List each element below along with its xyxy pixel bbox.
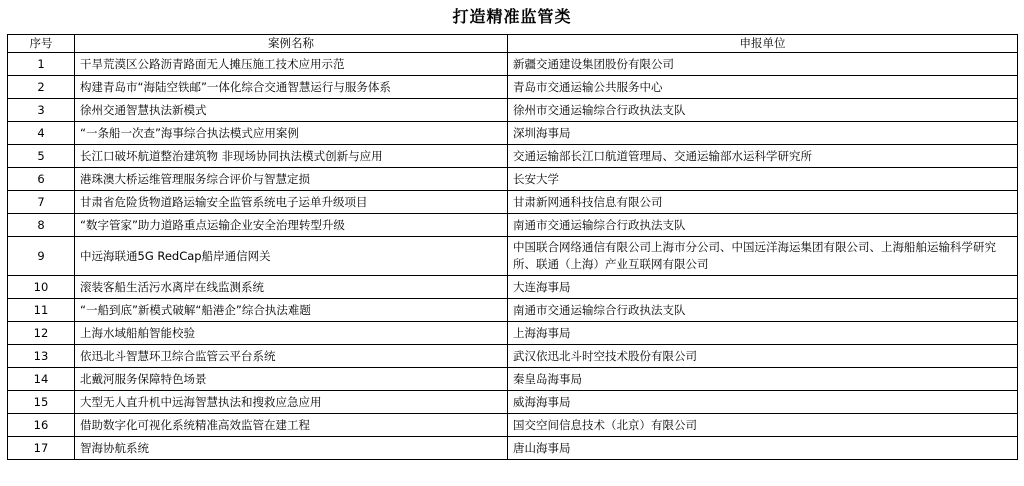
table-row [8,99,1018,122]
row-case-name: 智海协航系统 [75,437,508,460]
table-row [8,76,1018,99]
row-unit: 徐州市交通运输综合行政执法支队 [508,99,1018,122]
table-header-row [8,35,1018,53]
table-row [8,191,1018,214]
row-unit: 中国联合网络通信有限公司上海市分公司、中国远洋海运集团有限公司、上海船舶运输科学研究所、联通（上海）产业互联网有限公司 [508,237,1018,276]
row-unit: 青岛市交通运输公共服务中心 [508,76,1018,99]
row-case-name: 构建青岛市“海陆空铁邮”一体化综合交通智慧运行与服务体系 [75,76,508,99]
row-index: 8 [8,214,75,237]
table-row [8,122,1018,145]
header-unit: 申报单位 [508,35,1018,53]
header-index: 序号 [8,35,75,53]
row-index: 4 [8,122,75,145]
table-row [8,168,1018,191]
row-case-name: 滚装客船生活污水离岸在线监测系统 [75,276,508,299]
row-unit: 唐山海事局 [508,437,1018,460]
row-case-name: 长江口破坏航道整治建筑物 非现场协同执法模式创新与应用 [75,145,508,168]
table-row [8,276,1018,299]
row-index: 10 [8,276,75,299]
row-index: 5 [8,145,75,168]
row-case-name: 大型无人直升机中远海智慧执法和搜救应急应用 [75,391,508,414]
row-index: 2 [8,76,75,99]
row-index: 17 [8,437,75,460]
table-row [8,145,1018,168]
row-index: 7 [8,191,75,214]
table-row [8,368,1018,391]
row-index: 3 [8,99,75,122]
row-index: 1 [8,53,75,76]
table-row [8,345,1018,368]
row-unit: 新疆交通建设集团股份有限公司 [508,53,1018,76]
row-index: 14 [8,368,75,391]
row-case-name: 上海水域船舶智能校验 [75,322,508,345]
row-case-name: 依迅北斗智慧环卫综合监管云平台系统 [75,345,508,368]
row-unit: 秦皇岛海事局 [508,368,1018,391]
row-case-name: “一条船一次查”海事综合执法模式应用案例 [75,122,508,145]
row-index: 6 [8,168,75,191]
table-row [8,299,1018,322]
row-case-name: 甘肃省危险货物道路运输安全监管系统电子运单升级项目 [75,191,508,214]
row-case-name: 借助数字化可视化系统精准高效监管在建工程 [75,414,508,437]
row-unit: 深圳海事局 [508,122,1018,145]
table-row [8,214,1018,237]
row-unit: 交通运输部长江口航道管理局、交通运输部水运科学研究所 [508,145,1018,168]
row-index: 16 [8,414,75,437]
row-unit: 甘肃新网通科技信息有限公司 [508,191,1018,214]
row-unit: 国交空间信息技术（北京）有限公司 [508,414,1018,437]
table-row [8,437,1018,460]
row-unit: 南通市交通运输综合行政执法支队 [508,299,1018,322]
table-row [8,322,1018,345]
row-index: 9 [8,237,75,276]
row-case-name: 徐州交通智慧执法新模式 [75,99,508,122]
table-row [8,414,1018,437]
row-unit: 武汉依迅北斗时空技术股份有限公司 [508,345,1018,368]
case-table [7,34,1018,460]
row-index: 13 [8,345,75,368]
table-row [8,237,1018,276]
row-unit: 上海海事局 [508,322,1018,345]
row-index: 15 [8,391,75,414]
header-case-name: 案例名称 [75,35,508,53]
row-case-name: “一船到底”新模式破解“船港企”综合执法难题 [75,299,508,322]
row-case-name: 中远海联通5G RedCap船岸通信网关 [75,237,508,276]
row-unit: 大连海事局 [508,276,1018,299]
table-row [8,391,1018,414]
row-case-name: 干旱荒漠区公路沥青路面无人摊压施工技术应用示范 [75,53,508,76]
case-table-body [8,35,1018,460]
row-case-name: 港珠澳大桥运维管理服务综合评价与智慧定损 [75,168,508,191]
document-title: 打造精准监管类 [452,7,572,26]
row-unit: 威海海事局 [508,391,1018,414]
row-unit: 南通市交通运输综合行政执法支队 [508,214,1018,237]
row-index: 12 [8,322,75,345]
row-unit: 长安大学 [508,168,1018,191]
row-case-name: 北戴河服务保障特色场景 [75,368,508,391]
table-row [8,53,1018,76]
row-index: 11 [8,299,75,322]
row-case-name: “数字管家”助力道路重点运输企业安全治理转型升级 [75,214,508,237]
